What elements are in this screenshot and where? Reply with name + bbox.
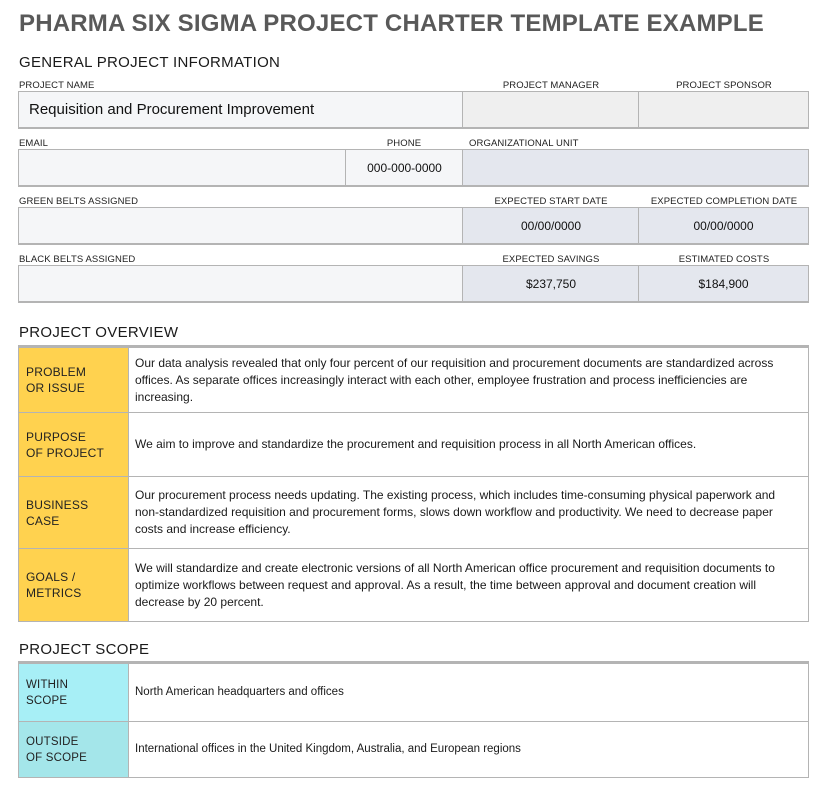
expected-completion-date-field[interactable] <box>638 207 809 245</box>
project-overview-table <box>18 345 809 622</box>
overview-row-goals <box>19 549 808 622</box>
scope-value[interactable]: International offices in the United Kingdom, Australia, and European regions <box>135 743 521 755</box>
email-label: EMAIL <box>19 138 49 149</box>
phone-label: PHONE <box>386 138 422 149</box>
general-info-heading: GENERAL PROJECT INFORMATION <box>19 54 281 71</box>
expected-savings-field[interactable] <box>462 265 640 303</box>
black-belts-field[interactable] <box>18 265 464 303</box>
estimated-costs-field[interactable] <box>638 265 809 303</box>
document-title: PHARMA SIX SIGMA PROJECT CHARTER TEMPLATE EXAMPLE <box>19 10 764 37</box>
green-belts-label: GREEN BELTS ASSIGNED <box>19 196 139 207</box>
project-overview-heading: PROJECT OVERVIEW <box>19 324 179 341</box>
project-sponsor-label: PROJECT SPONSOR <box>676 80 772 91</box>
organizational-unit-field[interactable] <box>462 149 809 187</box>
project-sponsor-field[interactable] <box>638 91 809 129</box>
project-manager-label: PROJECT MANAGER <box>502 80 600 91</box>
estimated-costs-value: $184,900 <box>698 276 749 291</box>
overview-value[interactable]: We will standardize and create electronic versions of all North American office procurement and requisition documents to optimize workflows between request and approval. As a result, the time between approval and document creation will decrease by 20 percent. <box>135 560 775 609</box>
expected-savings-value: $237,750 <box>525 276 577 291</box>
project-manager-field[interactable] <box>462 91 640 129</box>
expected-savings-label: EXPECTED SAVINGS <box>502 254 600 265</box>
expected-completion-date-label: EXPECTED COMPLETION DATE <box>650 196 798 207</box>
overview-key: BUSINESS CASE <box>19 477 129 548</box>
overview-value[interactable]: Our procurement process needs updating. The existing process, which includes time-consuming physical paperwork and non-standardized requisition and procurement forms, slows down workflow and productivity. We need to decrease paper costs and increase efficiency. <box>135 488 776 536</box>
scope-value[interactable]: North American headquarters and offices <box>135 686 344 698</box>
phone-field[interactable] <box>345 149 464 187</box>
expected-start-date-label: EXPECTED START DATE <box>494 196 608 207</box>
phone-value: 000-000-0000 <box>367 160 442 175</box>
overview-value[interactable]: Our data analysis revealed that only four percent of our requisition and procurement documents are standardized across offices. As separate offices increasingly interact with each other, employee frustration and process inefficiencies are increasing. <box>135 355 774 404</box>
project-scope-table <box>18 661 809 778</box>
expected-start-date-field[interactable] <box>462 207 640 245</box>
expected-start-date-value: 00/00/0000 <box>520 218 582 233</box>
green-belts-field[interactable] <box>18 207 464 245</box>
overview-key: PURPOSE OF PROJECT <box>19 413 129 476</box>
overview-value[interactable]: We aim to improve and standardize the procurement and requisition process in all North American offices. <box>135 437 697 451</box>
overview-key: GOALS / METRICS <box>19 549 129 621</box>
overview-row-business-case <box>19 477 808 549</box>
overview-key: PROBLEM OR ISSUE <box>19 348 129 412</box>
project-name-value: Requisition and Procurement Improvement <box>29 101 315 118</box>
scope-key: OUTSIDE OF SCOPE <box>19 722 129 777</box>
email-field[interactable] <box>18 149 346 187</box>
project-name-field[interactable] <box>18 91 464 129</box>
scope-row-within <box>19 664 808 722</box>
overview-row-problem <box>19 348 808 413</box>
expected-completion-date-value: 00/00/0000 <box>693 218 754 233</box>
scope-key: WITHIN SCOPE <box>19 664 129 721</box>
overview-row-purpose <box>19 413 808 477</box>
black-belts-label: BLACK BELTS ASSIGNED <box>19 254 136 265</box>
project-name-label: PROJECT NAME <box>19 80 95 91</box>
estimated-costs-label: ESTIMATED COSTS <box>678 254 770 265</box>
organizational-unit-label: ORGANIZATIONAL UNIT <box>469 138 579 149</box>
scope-row-outside <box>19 722 808 778</box>
project-scope-heading: PROJECT SCOPE <box>19 641 150 658</box>
